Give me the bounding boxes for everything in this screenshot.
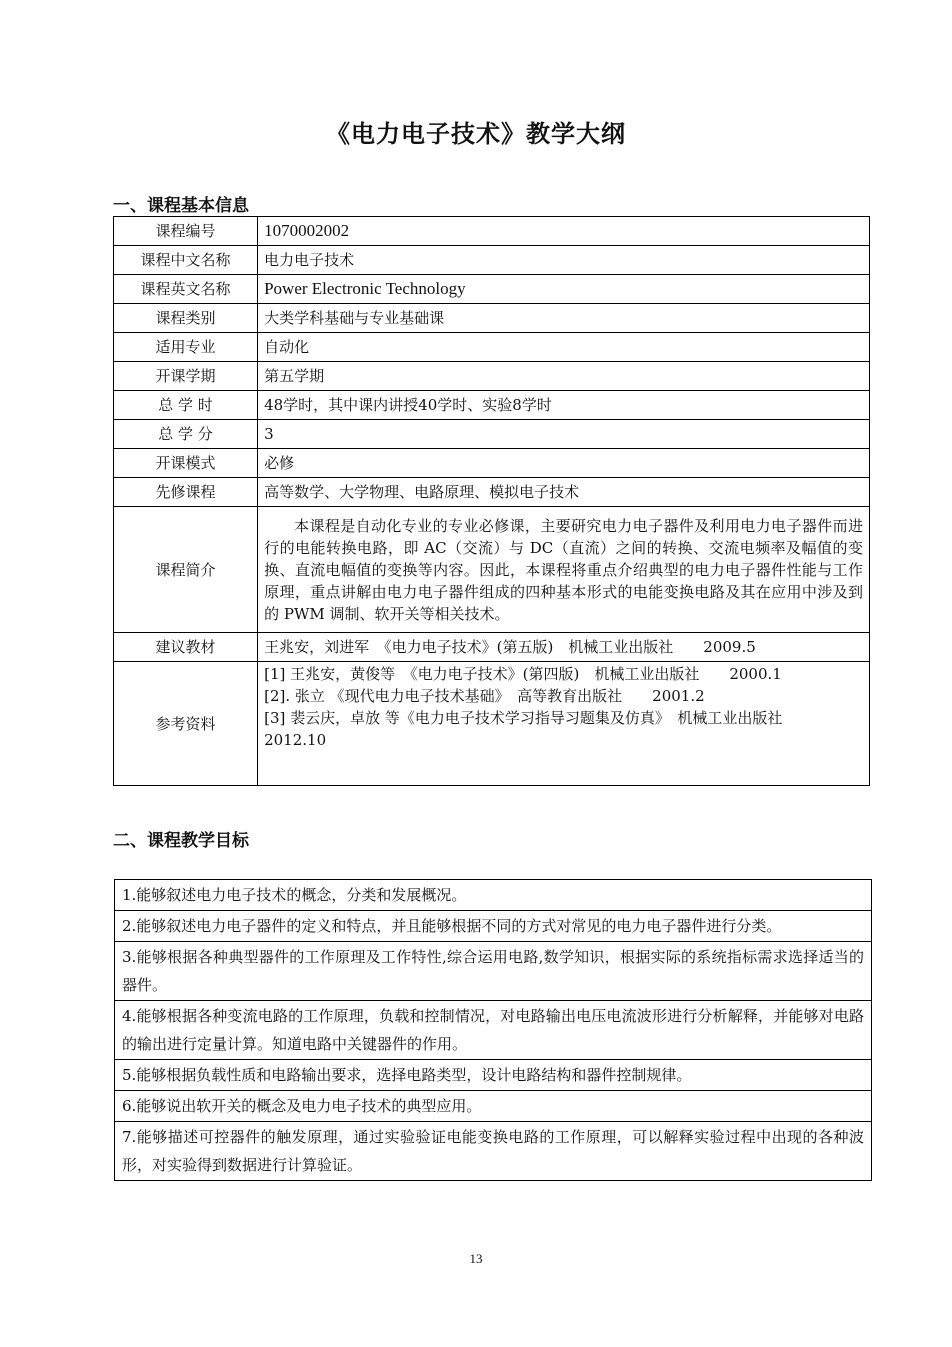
textbook-value: 王兆安，刘进军 《电力电子技术》(第五版) 机械工业出版社 2009.5	[258, 633, 870, 662]
reference-item: [1] 王兆安，黄俊等 《电力电子技术》(第四版) 机械工业出版社 2000.1	[264, 665, 782, 683]
info-value: Power Electronic Technology	[258, 275, 870, 304]
info-label: 总 学 分	[114, 420, 258, 449]
info-value: 自动化	[258, 333, 870, 362]
info-value: 高等数学、大学物理、电路原理、模拟电子技术	[258, 478, 870, 507]
info-row-major	[114, 333, 870, 362]
info-value: 大类学科基础与专业基础课	[258, 304, 870, 333]
info-label: 建议教材	[114, 633, 258, 662]
goal-text: 7.能够描述可控器件的触发原理，通过实验验证电能变换电路的工作原理，可以解释实验过程中出现的各种波形，对实验得到数据进行计算验证。	[115, 1122, 872, 1181]
goal-row	[115, 1091, 872, 1122]
info-label: 参考资料	[114, 662, 258, 786]
goal-row	[115, 911, 872, 942]
goal-row	[115, 1060, 872, 1091]
info-row-prerequisites	[114, 478, 870, 507]
reference-item: 2012.10	[264, 731, 327, 749]
reference-item: [3] 裴云庆，卓放 等《电力电子技术学习指导习题集及仿真》 机械工业出版社	[264, 709, 783, 727]
info-row-total-hours	[114, 391, 870, 420]
info-row-mode	[114, 449, 870, 478]
document-title: 《电力电子技术》教学大纲	[326, 120, 626, 148]
info-row-chinese-name	[114, 246, 870, 275]
goal-text: 6.能够说出软开关的概念及电力电子技术的典型应用。	[115, 1091, 872, 1122]
goal-row	[115, 942, 872, 1001]
teaching-goals-table	[114, 879, 872, 1181]
info-label: 课程英文名称	[114, 275, 258, 304]
info-value: 电力电子技术	[258, 246, 870, 275]
course-info-table	[113, 216, 870, 786]
goal-row	[115, 1001, 872, 1060]
info-value: 第五学期	[258, 362, 870, 391]
info-value: 48学时，其中课内讲授40学时、实验8学时	[258, 391, 870, 420]
info-row-semester	[114, 362, 870, 391]
section-heading-basic-info: 一、课程基本信息	[113, 196, 249, 216]
references-list	[258, 662, 870, 786]
goal-row	[115, 1122, 872, 1181]
goal-text: 3.能够根据各种典型器件的工作原理及工作特性,综合运用电路,数学知识，根据实际的系统指标需求选择适当的器件。	[115, 942, 872, 1001]
info-label: 开课模式	[114, 449, 258, 478]
info-value: 3	[258, 420, 870, 449]
info-label: 先修课程	[114, 478, 258, 507]
goal-row	[115, 880, 872, 911]
info-label: 课程编号	[114, 217, 258, 246]
goal-text: 4.能够根据各种变流电路的工作原理，负载和控制情况，对电路输出电压电流波形进行分析解释，并能够对电路的输出进行定量计算。知道电路中关键器件的作用。	[115, 1001, 872, 1060]
info-row-english-name	[114, 275, 870, 304]
info-label: 开课学期	[114, 362, 258, 391]
info-row-intro	[114, 507, 870, 633]
info-label: 课程中文名称	[114, 246, 258, 275]
info-row-category	[114, 304, 870, 333]
page-number: 13	[469, 1251, 483, 1266]
section-heading-teaching-goals: 二、课程教学目标	[113, 831, 249, 851]
goal-text: 5.能够根据负载性质和电路输出要求，选择电路类型，设计电路结构和器件控制规律。	[115, 1060, 872, 1091]
info-label: 总 学 时	[114, 391, 258, 420]
info-label: 课程类别	[114, 304, 258, 333]
info-label: 课程简介	[114, 507, 258, 633]
info-row-credits	[114, 420, 870, 449]
reference-item: [2]. 张立 《现代电力电子技术基础》 高等教育出版社 2001.2	[264, 687, 705, 705]
info-value: 必修	[258, 449, 870, 478]
info-row-textbook	[114, 633, 870, 662]
info-value: 1070002002	[258, 217, 870, 246]
info-row-course-code	[114, 217, 870, 246]
goal-text: 2.能够叙述电力电子器件的定义和特点，并且能够根据不同的方式对常见的电力电子器件进行分类。	[115, 911, 872, 942]
course-intro-text: 本课程是自动化专业的专业必修课，主要研究电力电子器件及利用电力电子器件而进行的电能转换电路，即 AC（交流）与 DC（直流）之间的转换、交流电频率及幅值的变换、直流电幅值的变换等内容。因此，本课程将重点介绍典型的电力电子器件性能与工作原理，重点讲解由电力电子器件组成的四种基本形式的电能变换电路及其在应用中涉及到的 PWM 调制、软开关等相关技术。	[258, 507, 870, 633]
goal-text: 1.能够叙述电力电子技术的概念，分类和发展概况。	[115, 880, 872, 911]
info-row-references	[114, 662, 870, 786]
info-label: 适用专业	[114, 333, 258, 362]
